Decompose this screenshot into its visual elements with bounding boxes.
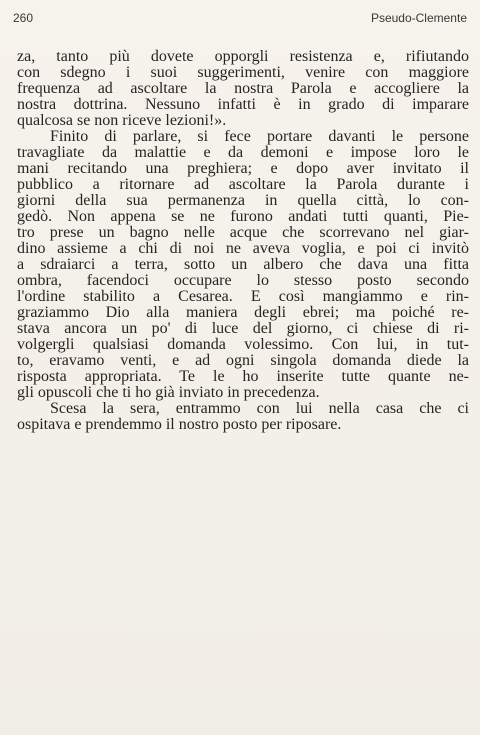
text-line: dino assieme a chi di noi ne aveva voglia, e poi ci invitò: [17, 240, 469, 257]
page-number: 260: [13, 11, 34, 25]
text-line: con sdegno i suoi suggerimenti, venire con maggiore: [17, 64, 469, 81]
body-text: [17, 49, 469, 433]
text-line: risposta appropriata. Te le ho inserite tutte quante ne-: [17, 368, 469, 385]
paragraph-1: [17, 49, 469, 129]
text-line: qualcosa se non riceve lezioni!».: [17, 112, 227, 129]
text-line: tro prese un bagno nelle acque che scorrevano nel giar-: [17, 224, 469, 241]
text-line: ospitava e prendemmo il nostro posto per riposare.: [17, 416, 342, 433]
text-line: ombra, facendoci occupare lo stesso posto secondo: [17, 272, 469, 289]
running-head: [13, 11, 467, 27]
text-line: za, tanto più dovete opporgli resistenza e, rifiutando: [17, 48, 469, 65]
text-line: travagliate da malattie e da demoni e impose loro le: [17, 144, 469, 161]
text-line: Finito di parlare, si fece portare davanti le persone: [50, 128, 469, 145]
text-line: giorni della sua permanenza in quella città, lo con-: [17, 192, 469, 209]
text-line: l'ordine stabilito a Cesarea. E così mangiammo e rin-: [17, 288, 469, 305]
paragraph-2: [17, 129, 469, 401]
text-line: gedò. Non appena se ne furono andati tutti quanti, Pie-: [17, 208, 469, 225]
text-line: volgergli qualsiasi domanda volessimo. Con lui, in tut-: [17, 336, 469, 353]
text-line: pubblico a ritornare ad ascoltare la Parola durante i: [17, 176, 469, 193]
text-line: graziammo Dio alla maniera degli ebrei; ma poiché re-: [17, 304, 469, 321]
text-line: to, eravamo venti, e ad ogni singola domanda diede la: [17, 352, 469, 369]
text-line: gli opuscoli che ti ho già inviato in precedenza.: [17, 384, 320, 401]
paragraph-3: [17, 401, 469, 433]
running-title: Pseudo-Clemente: [370, 11, 467, 25]
text-line: a sdraiarci a terra, sotto un albero che dava una fitta: [17, 256, 469, 273]
text-line: frequenza ad ascoltare la nostra Parola e accogliere la: [17, 80, 469, 97]
text-line: mani recitando una preghiera; e dopo aver invitato il: [17, 160, 469, 177]
text-line: Scesa la sera, entrammo con lui nella casa che ci: [50, 400, 469, 417]
text-line: nostra dottrina. Nessuno infatti è in grado di imparare: [17, 96, 469, 113]
text-line: stava ancora un po' di luce del giorno, ci chiese di ri-: [17, 320, 469, 337]
